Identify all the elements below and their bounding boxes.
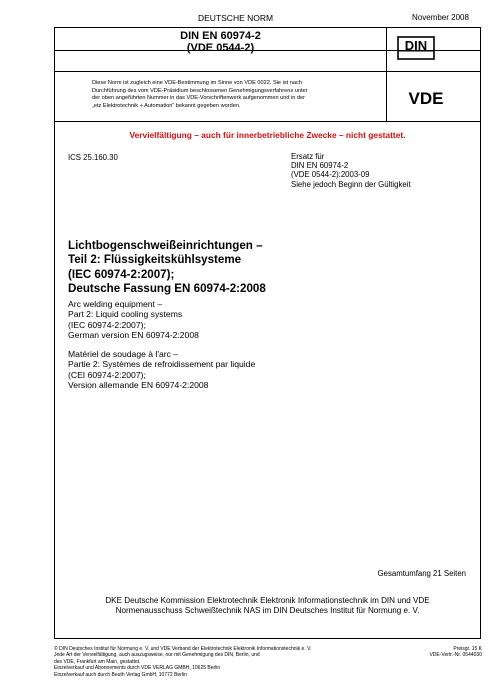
title-line: (IEC 60974-2:2007);: [68, 319, 146, 330]
notice-line: „etz Elektrotechnik + Automation“ bekannt gegeben worden.: [92, 102, 241, 109]
title-line: Matériel de soudage à l'arc –: [68, 349, 179, 359]
footer-line: des VDE, Frankfurt am Main, gestattet.: [54, 658, 141, 665]
ics-code: ICS 25.160.30: [68, 153, 118, 162]
footer-line: Einzelverkauf auch durch Beuth Verlag GmbH, 10772 Berlin: [54, 671, 187, 678]
din-logo: [397, 36, 435, 60]
title-line: (CEI 60974-2:2007);: [68, 369, 146, 380]
title-line: Part 2: Liquid cooling systems: [68, 309, 183, 320]
title-line: Lichtbogenschweißeinrichtungen –: [68, 239, 263, 252]
replaces-note: [291, 152, 411, 189]
reproduction-warning: Vervielfältigung – auch für innerbetriebliche Zwecke – nicht gestattet.: [129, 130, 406, 140]
committee-info: [55, 596, 480, 616]
footer-line: Einzelverkauf und Abonnements durch VDE VERLAG GMBH, 10625 Berlin: [54, 665, 221, 672]
divider-line: [55, 71, 480, 72]
svg-text:VDE: VDE: [408, 89, 444, 107]
title-line: Partie 2: Systèmes de refroidissement par liquide: [68, 359, 256, 370]
replaces-line: Ersatz für: [291, 152, 325, 161]
vde-logo: [396, 89, 456, 107]
committee-line: DKE Deutsche Kommission Elektrotechnik Elektronik Informationstechnik im DIN und VDE: [105, 596, 430, 605]
title-french: [68, 349, 468, 390]
price-info: [402, 646, 482, 659]
notice-line: Durchführung des vom VDE-Präsidium beschlossenen Genehmigungsverfahrens unter: [92, 87, 308, 94]
notice-line: Diese Norm ist zugleich eine VDE-Bestimmung im Sinne von VDE 0022. Sie ist nach: [92, 80, 302, 86]
price-group: Preisgr. 15 K: [453, 646, 482, 652]
title-line: Deutsche Fassung EN 60974-2:2008: [68, 281, 266, 295]
notice-line: der oben angeführten Nummer in das VDE-Vorschriftenwerk aufgenommen und in der: [92, 95, 305, 102]
footer-line: © DIN Deutsches Institut für Normung e. V. und VDE Verband der Elektrotechnik Elektronik Informationstechnik e. V.: [54, 646, 312, 652]
title-line: (IEC 60974-2:2007);: [68, 267, 175, 281]
svg-text:DIN: DIN: [404, 38, 428, 53]
committee-line: Normenausschuss Schweißtechnik NAS im DIN Deutsches Institut für Normung e. V.: [115, 606, 420, 616]
logo-divider-line: [386, 28, 387, 121]
vde-notice: [92, 80, 382, 110]
document-number: DIN EN 60974-2: [180, 30, 261, 42]
replaces-line: (VDE 0544-2):2003-09: [291, 170, 370, 180]
title-line: German version EN 60974-2:2008: [68, 329, 199, 340]
replaces-line: DIN EN 60974-2: [291, 161, 349, 171]
vde-classification: (VDE 0544-2): [186, 42, 255, 54]
vde-contract-number: VDE-Vertr.-Nr. 0544030: [429, 652, 482, 659]
footer-line: Jede Art der Vervielfältigung, auch auszugsweise, nur mit Genehmigung des DIN, Berlin, und: [54, 652, 260, 659]
title-english: [68, 299, 468, 340]
norm-type-label: DEUTSCHE NORM: [198, 13, 274, 23]
replaces-line: Siehe jedoch Beginn der Gültigkeit: [291, 179, 411, 189]
total-pages: Gesamtumfang 21 Seiten: [377, 569, 466, 578]
document-frame: [54, 27, 481, 639]
title-line: Version allemande EN 60974-2:2008: [68, 379, 209, 390]
divider-line: [55, 121, 480, 122]
title-line: Teil 2: Flüssigkeitskühlsysteme: [68, 253, 242, 267]
publication-date: November 2008: [412, 13, 469, 22]
copyright-footer: [54, 646, 384, 678]
title-line: Arc welding equipment –: [68, 299, 163, 309]
title-german: [68, 239, 468, 296]
